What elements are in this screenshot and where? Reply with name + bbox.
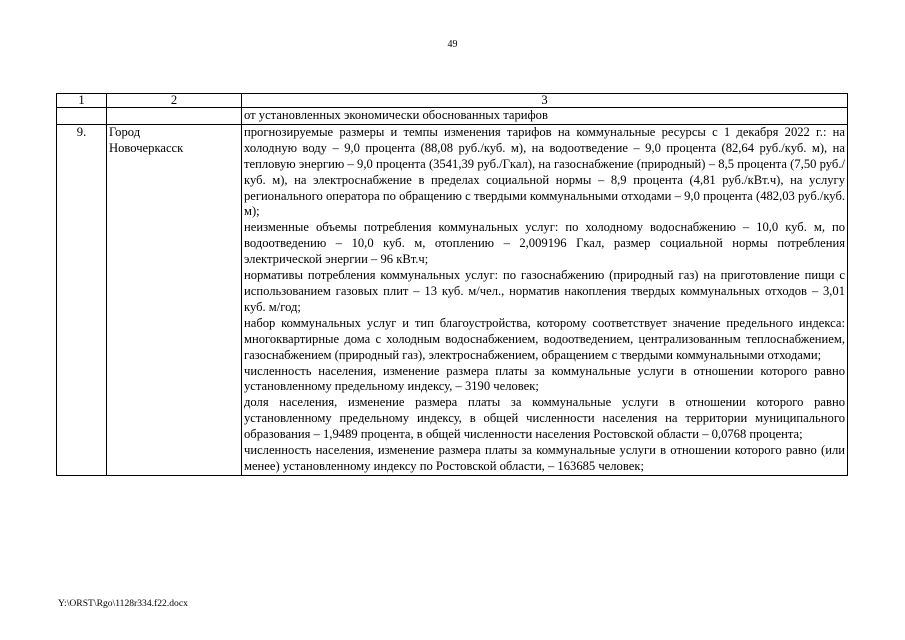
table-continuation-row xyxy=(57,108,848,125)
paragraph-population-share: доля населения, изменение размера платы за коммунальные услуги в отношении которого равно установленному предельному индексу, в общей численности населения на территории муниципального образования – 1,9489 процента, в общей численности населения Ростовской области – 0,0768 процента; xyxy=(244,395,845,442)
municipality-line-2: Новочеркасск xyxy=(109,140,184,155)
row-description xyxy=(242,124,848,475)
continuation-empty-cell-2 xyxy=(107,108,242,125)
page-number: 49 xyxy=(447,39,458,50)
table-header-cell-3: 3 xyxy=(242,94,848,108)
footer-file-path: Y:\ORST\Rgo\1128r334.f22.docx xyxy=(58,598,188,609)
continuation-empty-cell-1 xyxy=(57,108,107,125)
paragraph-consumption-volumes: неизменные объемы потребления коммунальных услуг: по холодному водоснабжению – 10,0 куб. м, по водоотведению – 10,0 куб. м, отоплению – 2,009196 Гкал, размер социальной нормы потребления электрической энергии – 96 кВт.ч; xyxy=(244,220,845,267)
paragraph-population-count: численность населения, изменение размера платы за коммунальные услуги в отношении которого равно установленному предельному индексу, – 3190 человек; xyxy=(244,363,845,394)
tariff-table xyxy=(56,93,848,476)
municipality-name xyxy=(107,124,242,475)
table-header-row xyxy=(57,94,848,108)
municipality-line-1: Город xyxy=(109,124,141,139)
row-number: 9. xyxy=(57,124,107,475)
table-row xyxy=(57,124,848,475)
paragraph-utility-set: набор коммунальных услуг и тип благоустройства, которому соответствует значение предельного индекса: многоквартирные дома с холодным водоснабжением, водоотведением, централизованным теплоснабжением, газоснабжением (природный газ), электроснабжением, обращением с твердыми коммунальными отходами; xyxy=(244,315,845,362)
table-header-cell-1: 1 xyxy=(57,94,107,108)
table-header-cell-2: 2 xyxy=(107,94,242,108)
paragraph-tariff-forecast: прогнозируемые размеры и темпы изменения тарифов на коммунальные ресурсы с 1 декабря 2022 г.: на холодную воду – 9,0 процента (88,08 руб./куб. м), на водоотведение – 9,0 процента (82,64 руб./куб. м), на тепловую энергию – 9,0 процента (3541,39 руб./Гкал), на газоснабжение (природный) – 8,5 процента (7,50 руб./куб. м), на электроснабжение в пределах социальной нормы – 8,9 процента (4,81 руб./кВт.ч), на услугу регионального оператора по обращению с твердыми коммунальными отходами – 9,0 процента (482,03 руб./куб. м); xyxy=(244,124,845,219)
paragraph-population-regional: численность населения, изменение размера платы за коммунальные услуги в отношении которого равно (или менее) установленному индексу по Ростовской области, – 163685 человек; xyxy=(244,443,845,473)
continuation-text: от установленных экономически обоснованных тарифов xyxy=(242,108,848,125)
paragraph-consumption-norms: нормативы потребления коммунальных услуг: по газоснабжению (природный газ) на приготовление пищи с использованием газовых плит – 13 куб. м/чел., норматив накопления твердых коммунальных отходов – 3,01 куб. м/год; xyxy=(244,268,845,314)
